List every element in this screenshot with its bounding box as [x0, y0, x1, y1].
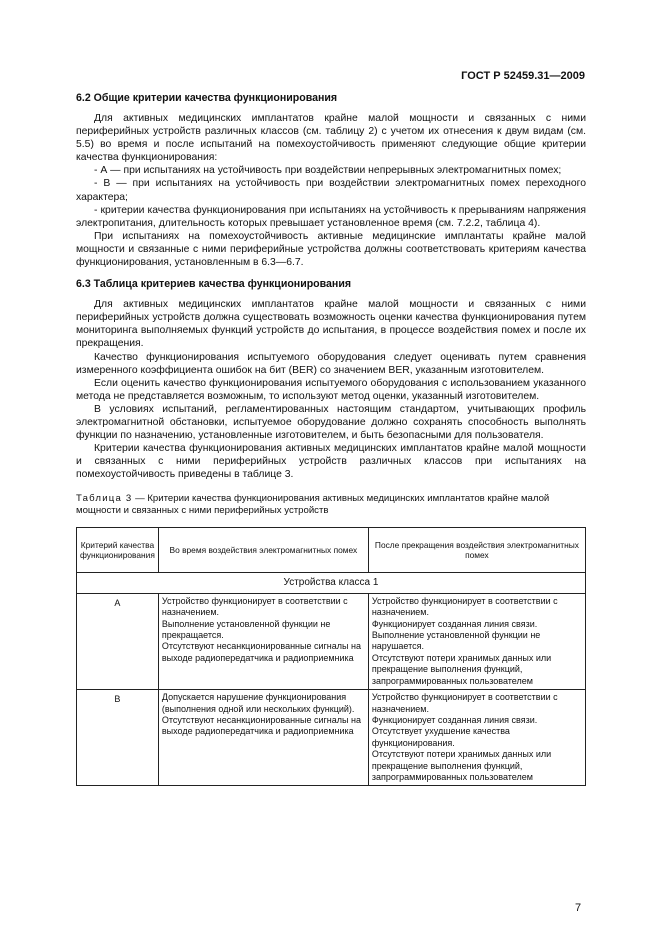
cell-line: Отсутствуют несанкционированные сигналы на выходе радиопередатчика и радиоприемника	[161, 714, 361, 737]
criteria-table	[76, 527, 586, 786]
cell-line: Функционирует созданная линия связи.	[371, 618, 538, 629]
table-caption-lead: Таблица 3	[76, 493, 133, 505]
cell-line: Устройство функционирует в соответствии с назначением.	[371, 595, 558, 618]
paragraph: - критерии качества функционирования при испытаниях на устойчивость к прерываниям напряжения электропитания, длительность которых превышает установленное время (см. 7.2.2, таблица 4).	[76, 204, 586, 229]
table-header-row	[77, 528, 586, 573]
cell-line: Отсутствуют несанкционированные сигналы на выходе радиопередатчика и радиоприемника	[161, 641, 361, 663]
paragraph: Для активных медицинских имплантатов крайне малой мощности и связанных с ними периферийных устройств различных классов (см. таблицу 2) с учетом их отнесения к двум видам (см. 5.5) во время и после испытаний на помехоустойчивость применяют следующие общие критерии качества функционирования:	[76, 113, 586, 164]
table-row	[77, 593, 586, 689]
table-class-row	[77, 573, 586, 593]
criterion-cell: В	[77, 690, 159, 786]
document-id: ГОСТ Р 52459.31—2009	[461, 70, 585, 82]
header-during: Во время воздействия электромагнитных помех	[158, 528, 368, 573]
paragraph: - А — при испытаниях на устойчивость при воздействии непрерывных электромагнитных помех;	[94, 165, 562, 177]
cell-line: Функционирует созданная линия связи.	[371, 714, 538, 725]
cell-line: Устройство функционирует в соответствии с назначением.	[161, 595, 348, 618]
criterion-cell: А	[77, 593, 159, 689]
header-criterion: Критерий качества функционирования	[77, 528, 159, 573]
section-6-2-title: 6.2 Общие критерии качества функционирования	[76, 92, 338, 104]
paragraph: - В — при испытаниях на устойчивость при воздействии электромагнитных помех переходного характера;	[76, 178, 586, 203]
paragraph: В условиях испытаний, регламентированных настоящим стандартом, учитывающих профиль электромагнитной обстановки, испытуемое оборудование должно сохранять способность выполнять функции по назначению, установленные изготовителем, и быть безопасными для пользователя.	[76, 403, 586, 442]
cell-line: Отсутствует ухудшение качества функционирования.	[371, 726, 510, 748]
cell-line: Отсутствуют потери хранимых данных или прекращение выполнения функций, запрограммированных пользователем	[371, 749, 552, 782]
page-number: 7	[575, 902, 582, 914]
page-content	[76, 92, 586, 786]
after-cell	[368, 593, 585, 689]
table-row	[77, 690, 586, 786]
paragraph: Качество функционирования испытуемого оборудования следует оценивать путем сравнения измеренного коэффициента ошибок на бит (BER) со значением BER, указанным изготовителем.	[76, 351, 586, 376]
during-cell	[158, 690, 368, 786]
table-caption	[76, 493, 586, 517]
paragraph: При испытаниях на помехоустойчивость активные медицинские имплантаты крайне малой мощности и связанные с ними периферийные устройства должны соответствовать критериям качества функционирования, установленным в 6.3—6.7.	[76, 230, 586, 269]
cell-line: Устройство функционирует в соответствии с назначением.	[371, 692, 558, 714]
paragraph: Если оценить качество функционирования испытуемого оборудования с использованием указанного метода не представляется возможным, то используют метод оценки, указанный изготовителем.	[76, 377, 586, 402]
cell-line: Выполнение установленной функции не прекращается.	[161, 618, 331, 641]
header-after: После прекращения воздействия электромагнитных помех	[368, 528, 585, 573]
cell-line: Выполнение установленной функции не нарушается.	[371, 630, 541, 652]
paragraph: Для активных медицинских имплантатов крайне малой мощности и связанных с ними периферийных устройств должна существовать возможность оценки качества функционирования путем мониторинга выполняемых функций устройств до испытания, в процессе воздействия помех и после их прекращения.	[76, 299, 586, 350]
during-cell	[158, 593, 368, 689]
cell-line: Отсутствуют потери хранимых данных или прекращение выполнения функций, запрограммированных пользователем	[371, 652, 552, 686]
section-6-3-title: 6.3 Таблица критериев качества функционирования	[76, 278, 352, 291]
table-caption-text: — Критерии качества функционирования активных медицинских имплантатов крайне малой мощности и связанных с ними периферийных устройств	[76, 493, 550, 517]
class-label: Устройства класса 1	[77, 573, 586, 593]
cell-line: Допускается нарушение функционирования (выполнения одной или нескольких функций).	[161, 692, 355, 714]
after-cell	[368, 690, 585, 786]
paragraph: Критерии качества функционирования активных медицинских имплантатов крайне малой мощности и связанных с ними периферийных устройств различных классов при испытаниях на помехоустойчивость приведены в таблице 3.	[76, 443, 586, 481]
